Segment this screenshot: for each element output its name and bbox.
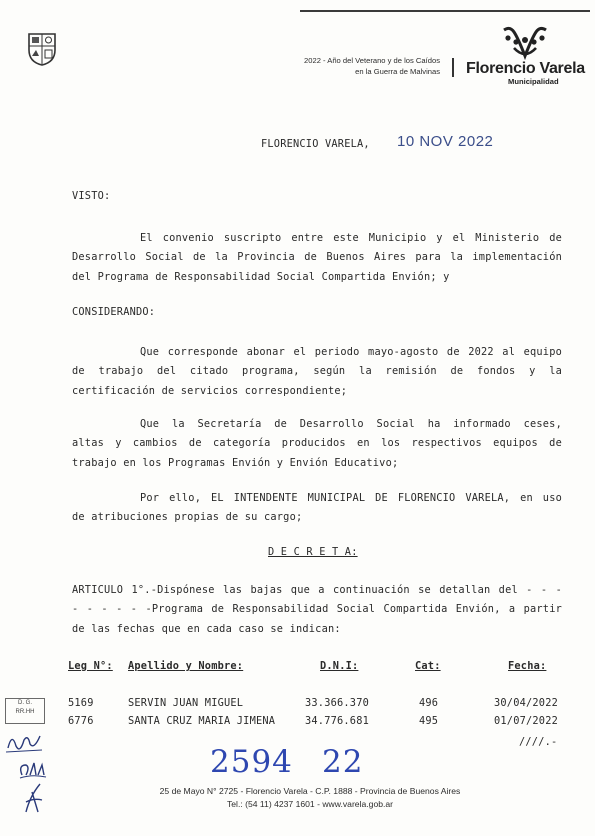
florencio-varela-logo-icon — [500, 26, 550, 60]
table-header-dni: D.N.I: — [320, 660, 359, 672]
considerando-paragraph-3 — [72, 489, 562, 528]
cell-nombre: SERVIN JUAN MIGUEL — [128, 697, 244, 709]
initials-signature-1-icon — [4, 728, 44, 756]
table-header-leg: Leg N°: — [68, 660, 113, 672]
year-motto — [246, 55, 440, 77]
articulo-line-1: ARTICULO 1°.-Dispónese las bajas que a continuación se detallan del - - - — [72, 584, 562, 596]
table-header-fecha: Fecha: — [508, 660, 547, 672]
municipality-name: Florencio Varela — [466, 60, 585, 77]
crest-icon — [27, 32, 57, 66]
year-motto-line1: 2022 - Año del Veterano y de los Caídos — [304, 56, 440, 65]
considerando-heading: CONSIDERANDO: — [72, 306, 156, 318]
considerando-p1-line-3: certificación de servicios correspondiente; — [72, 384, 348, 397]
date-place: FLORENCIO VARELA, — [261, 138, 370, 150]
table-header-nombre: Apellido y Nombre: — [128, 660, 244, 672]
initials-signature-3-icon — [20, 782, 48, 816]
cell-leg: 6776 — [68, 715, 94, 727]
visto-paragraph — [72, 229, 562, 287]
footer-contact: Tel.: (54 11) 4237 1601 - www.varela.gob.ar — [226, 799, 394, 809]
rrhh-stamp-line1: D. G. — [17, 700, 32, 706]
rrhh-stamp — [5, 698, 45, 724]
considerando-p2-line-1: Que la Secretaría de Desarrollo Social ha informado ceses, — [140, 418, 562, 430]
date-stamp: 10 NOV 2022 — [397, 133, 494, 150]
visto-line-3: del Programa de Responsabilidad Social Compartida Envión; y — [72, 270, 450, 283]
cell-cat: 495 — [419, 715, 439, 727]
top-border-line — [300, 10, 590, 12]
visto-heading: VISTO: — [72, 190, 111, 202]
year-motto-line2: en la Guerra de Malvinas — [355, 67, 440, 76]
table-header-cat: Cat: — [415, 660, 441, 672]
articulo-line-2: - - - - - -Programa de Responsabilidad Social Compartida Envión, a partir — [72, 603, 562, 616]
considerando-p3-line-2: de atribuciones propias de su cargo; — [72, 511, 303, 524]
visto-line-1: El convenio suscripto entre este Municipio y el Ministerio de — [140, 232, 562, 244]
considerando-p1-line-1: Que corresponde abonar el periodo mayo-agosto de 2022 al equipo — [140, 346, 562, 358]
municipality-subtitle: Municipalidad — [508, 77, 559, 86]
cell-dni: 34.776.681 — [305, 715, 369, 727]
considerando-paragraph-2 — [72, 415, 562, 473]
continuation-mark: ////.- — [519, 736, 558, 748]
articulo-line-3: de las fechas que en cada caso se indican: — [72, 622, 341, 635]
initials-signature-2-icon — [16, 757, 48, 783]
considerando-p3-line-1: Por ello, EL INTENDENTE MUNICIPAL DE FLORENCIO VARELA, en uso — [140, 492, 562, 504]
header-divider — [452, 58, 454, 77]
visto-line-2: Desarrollo Social de la Provincia de Buenos Aires para la implementación — [72, 251, 562, 264]
rrhh-stamp-line2: RR.HH — [15, 709, 35, 715]
footer-address: 25 de Mayo N° 2725 - Florencio Varela - C.P. 1888 - Provincia de Buenos Aires — [159, 786, 461, 796]
decree-year: 22 — [322, 744, 364, 780]
cell-dni: 33.366.370 — [305, 697, 369, 709]
decreta-heading: D E C R E T A: — [268, 546, 358, 558]
cell-cat: 496 — [419, 697, 439, 709]
cell-fecha: 30/04/2022 — [494, 697, 558, 709]
footer — [100, 785, 520, 811]
considerando-p2-line-3: trabajo en los Programas Envión y Envión Educativo; — [72, 456, 399, 469]
cell-leg: 5169 — [68, 697, 94, 709]
considerando-paragraph-1 — [72, 343, 562, 401]
decree-number: 2594 — [210, 744, 293, 780]
articulo-1 — [72, 581, 562, 639]
cell-nombre: SANTA CRUZ MARIA JIMENA — [128, 715, 276, 727]
cell-fecha: 01/07/2022 — [494, 715, 558, 727]
considerando-p1-line-2: de trabajo del citado programa, según la remisión de fondos y la — [72, 365, 562, 378]
considerando-p2-line-2: altas y cambios de categoría producidos en los respectivos equipos de — [72, 437, 562, 450]
